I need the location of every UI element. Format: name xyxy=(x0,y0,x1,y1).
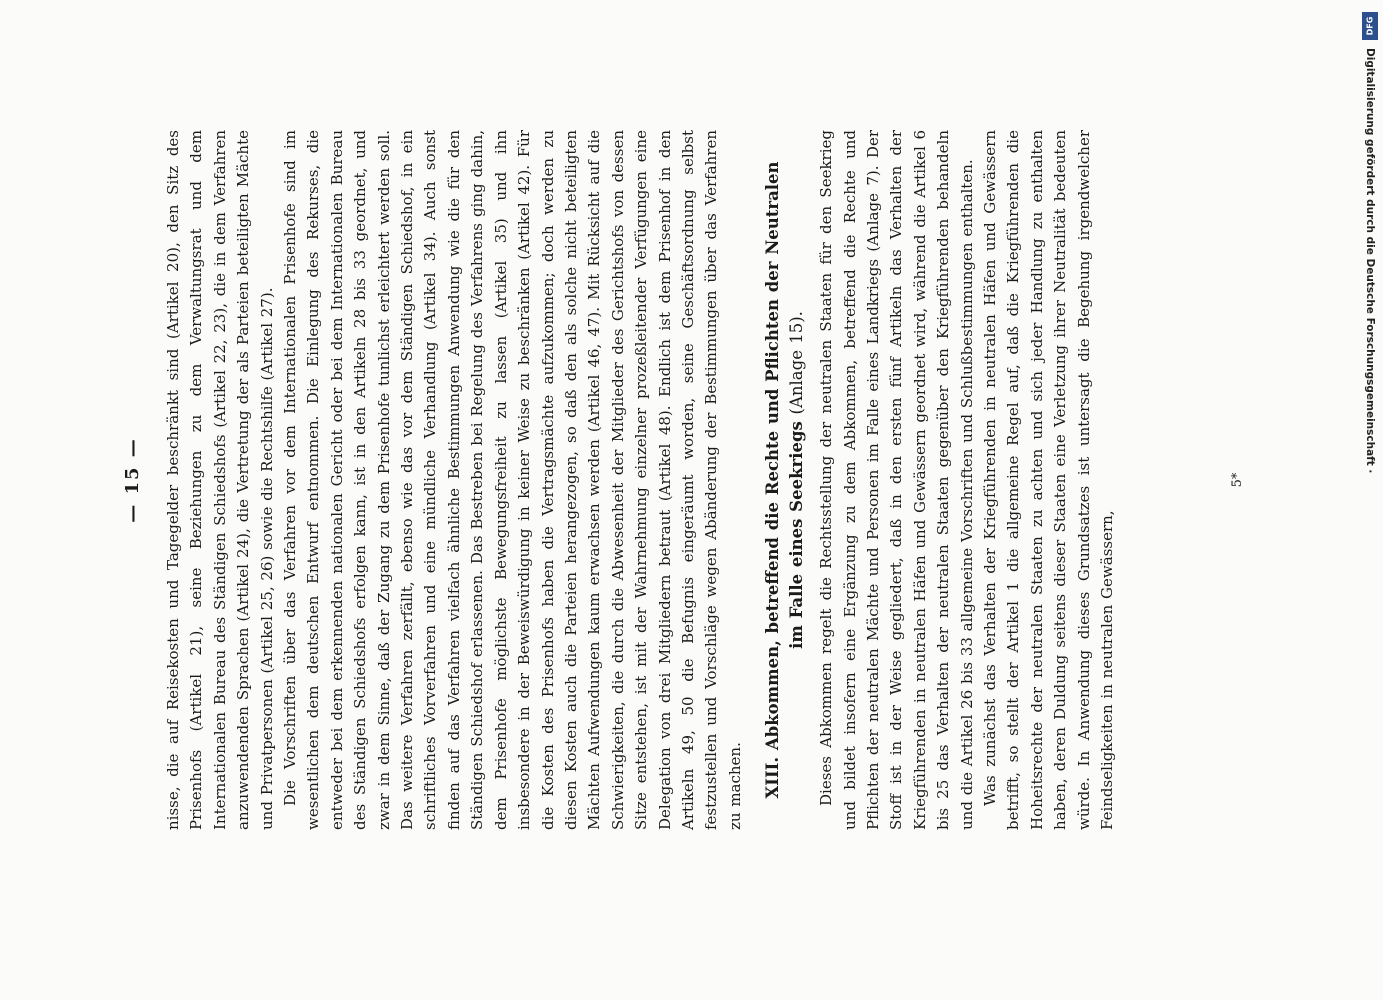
paragraph-section-belligerents: Was zunächst das Verhalten der Kriegführenden in neutralen Häfen und Gewässern betrifft, so stellt der Artikel 1 die allgemeine Regel auf, daß die Kriegführenden die Hoheitsrechte der neutralen Staaten zu achten und sich jeder Handlung zu enthalten haben, deren Duldung seitens dieser Staaten eine Verletzung ihrer Neutralität bedeuten würde. In Anwendung dieses Grundsatzes ist untersagt die Begehung irgendwelcher Feindseligkeiten in neutralen Gewässern, xyxy=(981,130,1117,830)
digitization-sidebar xyxy=(1362,0,1382,1000)
rotated-text-block xyxy=(80,130,1245,830)
page-number-header: — 15 — xyxy=(122,437,143,523)
section-annex-ref: (Anlage 15). xyxy=(787,311,807,415)
dfg-logo-text: DFG xyxy=(1365,16,1375,36)
digitization-credit: Digitalisierung gefördert durch die Deutsche Forschungsgemeinschaft · xyxy=(1364,48,1376,474)
section-heading xyxy=(761,130,809,830)
section-number: XIII. xyxy=(763,756,783,799)
paragraph-procedure: Die Vorschriften über das Verfahren vor dem Internationalen Prisenhofe sind im wesentlichen dem deutschen Entwurf entnommen. Die Einlegung des Rekurses, die entweder bei dem erkennenden nationalen Gericht oder bei dem Internationalen Bureau des Ständigen Schiedshofs erfolgen kann, ist in den Artikeln 28 bis 33 geordnet, und zwar in dem Sinne, daß der Zugang zu dem Prisenhofe tunlichst erleichtert werden soll. Das weitere Verfahren zerfällt, ebenso wie das vor dem Ständigen Schiedshof, in ein schriftliches Vorverfahren und eine mündliche Verhandlung (Artikel 34). Auch sonst finden auf das Verfahren vielfach ähnliche Bestimmungen Anwendung wie die für den Ständigen Schiedshof erlassenen. Das Bestreben bei Regelung des Verfahrens ging dahin, dem Prisenhofe möglichste Bewegungsfreiheit zu lassen (Artikel 35) und ihn insbesondere in der Beweiswürdigung in keiner Weise zu beschränken (Artikel 42). Für die Kosten des Prisenhofs haben die Vertragsmächte aufzukommen; doch werden zu diesen Kosten auch die Parteien herangezogen, so daß den als solche nicht beteiligten Mächten Aufwendungen kaum erwachsen werden (Artikel 46, 47). Mit Rücksicht auf die Schwierigkeiten, die durch die Abwesenheit der Mitglieder des Gerichtshofs von dessen Sitze entstehen, ist mit der Wahrnehmung einzelner prozeßleitender Verfügungen eine Delegation von drei Mitgliedern betraut (Artikel 48). Endlich ist dem Prisenhof in den Artikeln 49, 50 die Befugnis eingeräumt worden, seine Geschäftsordnung selbst festzustellen und Vorschläge wegen Abänderung der Bestimmungen über das Verfahren zu machen. xyxy=(281,130,744,830)
section-title-line-2: im Falle eines Seekriegs xyxy=(787,421,807,649)
page-body xyxy=(162,130,1119,830)
paragraph-continuation: nisse, die auf Reisekosten und Tagegelder beschränkt sind (Artikel 20), den Sitz des Prisenhofs (Artikel 21), seine Beziehungen zu dem Verwaltungsrat und dem Internationalen Bureau des Ständigen Schiedshofs (Artikel 22, 23), die in dem Verfahren anzuwendenden Sprachen (Artikel 24), die Vertretung der als Parteien beteiligten Mächte und Privatpersonen (Artikel 25, 26) sowie die Rechtshilfe (Artikel 27). xyxy=(164,130,276,830)
dfg-logo xyxy=(1362,12,1378,40)
signature-mark: 5* xyxy=(1230,472,1245,488)
paragraph-section-intro: Dieses Abkommen regelt die Rechtsstellung der neutralen Staaten für den Seekrieg und bildet insofern eine Ergänzung zu dem Abkommen, betreffend die Rechte und Pflichten der neutralen Mächte und Personen im Falle eines Landkriegs (Anlage 7). Der Stoff ist in der Weise gegliedert, daß in den ersten fünf Artikeln das Verhalten der Kriegführenden in neutralen Häfen und Gewässern geordnet wird, während die Artikel 6 bis 25 das Verhalten der neutralen Staaten gegenüber den Kriegführenden behandeln und die Artikel 26 bis 33 allgemeine Vorschriften und Schlußbestimmungen enthalten. xyxy=(817,130,976,830)
section-title-line-1: Abkommen, betreffend die Rechte und Pflichten der Neutralen xyxy=(763,161,783,751)
